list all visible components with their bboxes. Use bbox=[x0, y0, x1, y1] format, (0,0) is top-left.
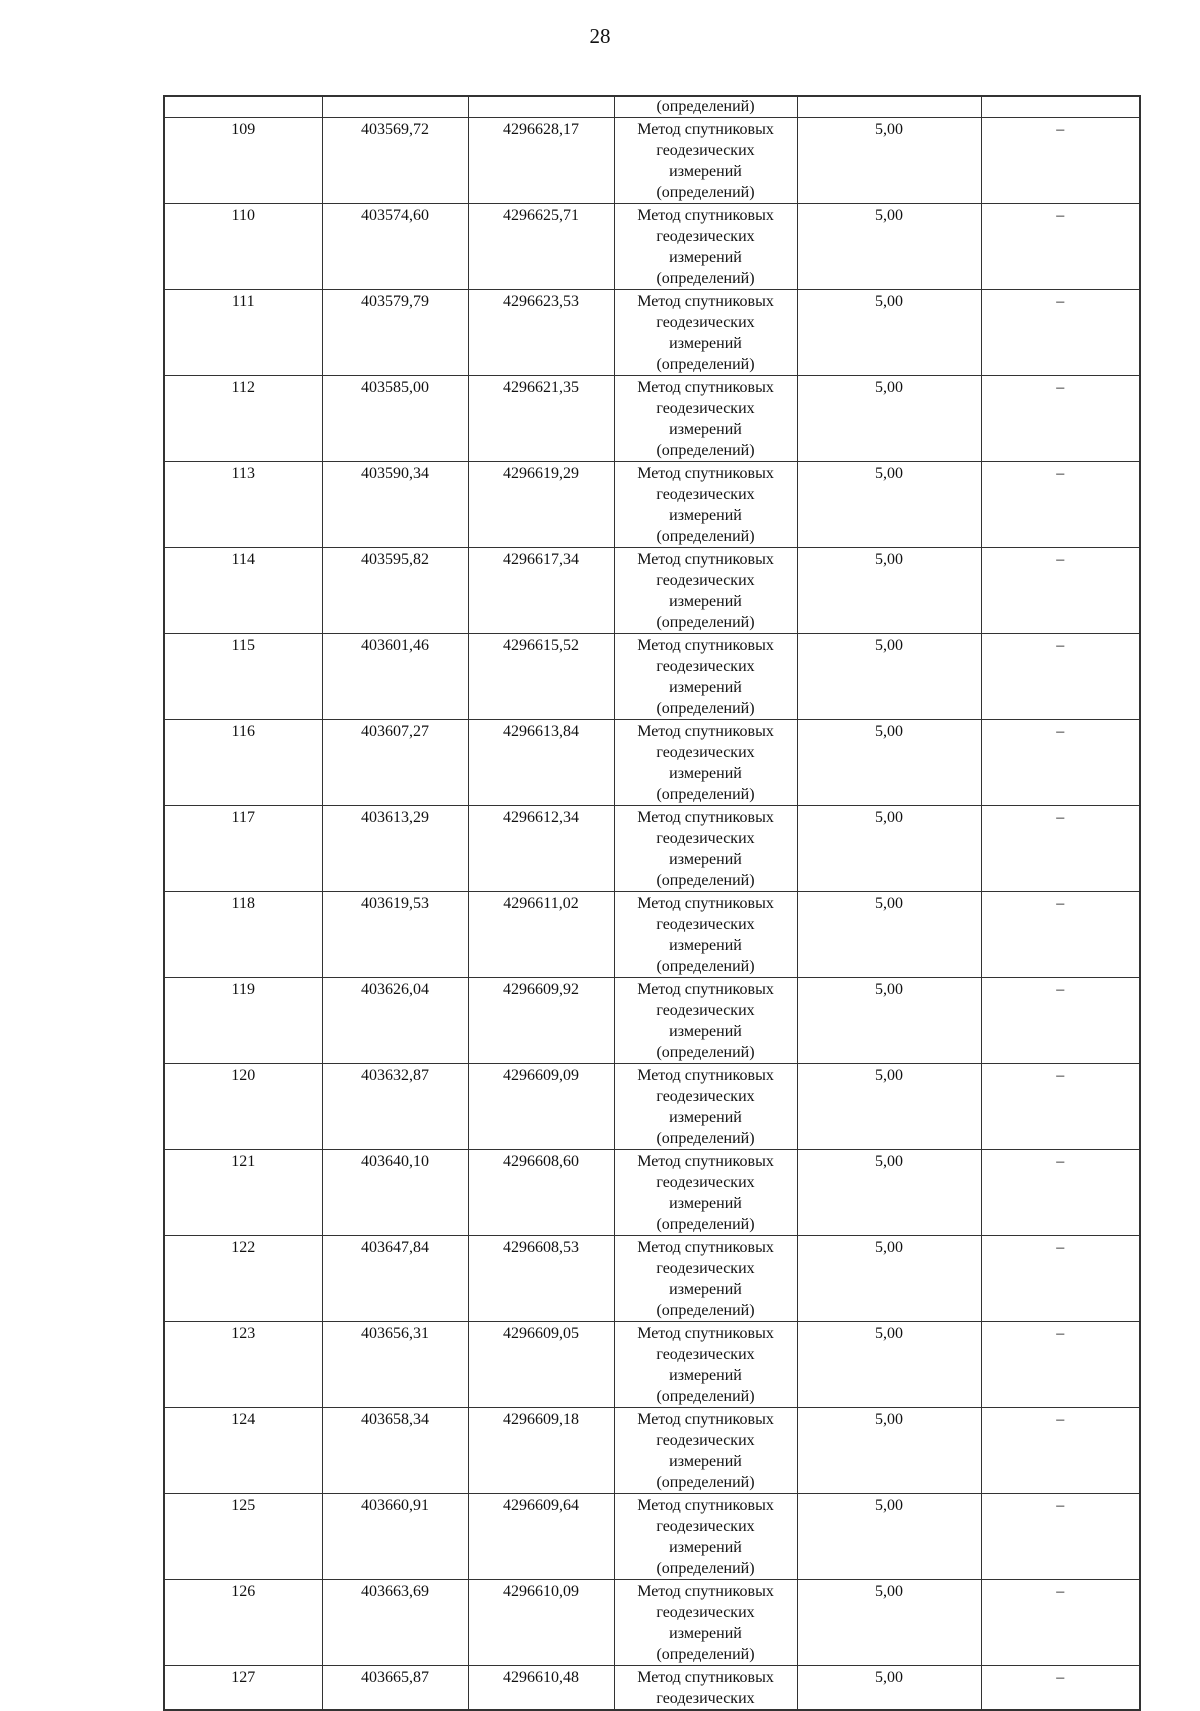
cell-y: 4296628,17 bbox=[468, 117, 614, 203]
cell-y: 4296623,53 bbox=[468, 289, 614, 375]
table-row bbox=[164, 977, 1140, 1063]
cell-point: 125 bbox=[164, 1493, 322, 1579]
table-row bbox=[164, 289, 1140, 375]
method-line: геодезических bbox=[656, 1517, 755, 1535]
method-line: Метод спутниковых bbox=[637, 894, 774, 912]
method-line: измерений bbox=[669, 1366, 742, 1384]
method-line: (определений) bbox=[656, 1387, 755, 1405]
cell-note: – bbox=[981, 1579, 1140, 1665]
method-line: Метод спутниковых bbox=[637, 206, 774, 224]
method-line: (определений) bbox=[656, 1215, 755, 1233]
continuation-row bbox=[164, 96, 1140, 117]
method-line: измерений bbox=[669, 678, 742, 696]
cell-accuracy: 5,00 bbox=[797, 461, 981, 547]
cell-x: 403619,53 bbox=[322, 891, 468, 977]
cell-y: 4296619,29 bbox=[468, 461, 614, 547]
table-row bbox=[164, 203, 1140, 289]
method-line: измерений bbox=[669, 1108, 742, 1126]
cell-point: 121 bbox=[164, 1149, 322, 1235]
method-line: измерений bbox=[669, 850, 742, 868]
cell-point: 123 bbox=[164, 1321, 322, 1407]
cell-method bbox=[614, 1579, 797, 1665]
table-row bbox=[164, 805, 1140, 891]
cell-accuracy: 5,00 bbox=[797, 1235, 981, 1321]
cell-x: 403663,69 bbox=[322, 1579, 468, 1665]
method-line: Метод спутниковых bbox=[637, 722, 774, 740]
cell-point: 116 bbox=[164, 719, 322, 805]
cell-x: 403647,84 bbox=[322, 1235, 468, 1321]
method-line: геодезических bbox=[656, 1001, 755, 1019]
cell-y: 4296612,34 bbox=[468, 805, 614, 891]
method-line: (определений) bbox=[656, 183, 755, 201]
cell-note: – bbox=[981, 977, 1140, 1063]
method-line: (определений) bbox=[656, 1043, 755, 1061]
method-line: геодезических bbox=[656, 1603, 755, 1621]
cell-accuracy: 5,00 bbox=[797, 1493, 981, 1579]
cell-y: 4296625,71 bbox=[468, 203, 614, 289]
method-line: Метод спутниковых bbox=[637, 378, 774, 396]
method-line: геодезических bbox=[656, 485, 755, 503]
cell-y: 4296609,05 bbox=[468, 1321, 614, 1407]
cell-x: 403590,34 bbox=[322, 461, 468, 547]
method-line: (определений) bbox=[656, 785, 755, 803]
cell-point: 119 bbox=[164, 977, 322, 1063]
cell-note: – bbox=[981, 1321, 1140, 1407]
method-line: измерений bbox=[669, 1452, 742, 1470]
method-line: Метод спутниковых bbox=[637, 550, 774, 568]
cell-x: 403601,46 bbox=[322, 633, 468, 719]
cell-x: 403607,27 bbox=[322, 719, 468, 805]
cell-method bbox=[614, 1665, 797, 1710]
table-row bbox=[164, 375, 1140, 461]
method-line: Метод спутниковых bbox=[637, 292, 774, 310]
cell-point: 117 bbox=[164, 805, 322, 891]
cell-point: 114 bbox=[164, 547, 322, 633]
cell-y: 4296608,53 bbox=[468, 1235, 614, 1321]
cell-x: 403640,10 bbox=[322, 1149, 468, 1235]
method-line: Метод спутниковых bbox=[637, 980, 774, 998]
cell-y: 4296611,02 bbox=[468, 891, 614, 977]
cell-y: 4296613,84 bbox=[468, 719, 614, 805]
cell-y bbox=[468, 96, 614, 117]
cell-method bbox=[614, 1149, 797, 1235]
method-line: измерений bbox=[669, 506, 742, 524]
cell-x: 403656,31 bbox=[322, 1321, 468, 1407]
method-line: геодезических bbox=[656, 1087, 755, 1105]
cell-x: 403626,04 bbox=[322, 977, 468, 1063]
cell-point: 122 bbox=[164, 1235, 322, 1321]
cell-accuracy: 5,00 bbox=[797, 1665, 981, 1710]
cell-y: 4296609,64 bbox=[468, 1493, 614, 1579]
table-row bbox=[164, 547, 1140, 633]
cell-point: 110 bbox=[164, 203, 322, 289]
method-line: геодезических bbox=[656, 141, 755, 159]
cell-method bbox=[614, 203, 797, 289]
table-row bbox=[164, 1063, 1140, 1149]
cell-accuracy: 5,00 bbox=[797, 977, 981, 1063]
cell-method bbox=[614, 461, 797, 547]
cell-note: – bbox=[981, 547, 1140, 633]
cell-method bbox=[614, 1407, 797, 1493]
cell-note: – bbox=[981, 633, 1140, 719]
cell-point: 112 bbox=[164, 375, 322, 461]
cell-point: 109 bbox=[164, 117, 322, 203]
cell-x: 403665,87 bbox=[322, 1665, 468, 1710]
method-line: Метод спутниковых bbox=[637, 636, 774, 654]
method-line: геодезических bbox=[656, 399, 755, 417]
table-row bbox=[164, 461, 1140, 547]
method-line: Метод спутниковых bbox=[637, 1582, 774, 1600]
method-line: измерений bbox=[669, 248, 742, 266]
cell-note: – bbox=[981, 1063, 1140, 1149]
table-row bbox=[164, 719, 1140, 805]
method-line: измерений bbox=[669, 592, 742, 610]
method-line: измерений bbox=[669, 764, 742, 782]
cell-accuracy: 5,00 bbox=[797, 289, 981, 375]
table-body bbox=[164, 96, 1140, 1710]
table-row bbox=[164, 1579, 1140, 1665]
cell-method bbox=[614, 289, 797, 375]
cell-y: 4296621,35 bbox=[468, 375, 614, 461]
cell-method bbox=[614, 1235, 797, 1321]
cell-x bbox=[322, 96, 468, 117]
cell-method bbox=[614, 719, 797, 805]
method-line: (определений) bbox=[656, 1559, 755, 1577]
method-line: измерений bbox=[669, 1624, 742, 1642]
cell-note: – bbox=[981, 1665, 1140, 1710]
cell-x: 403660,91 bbox=[322, 1493, 468, 1579]
cell-note: – bbox=[981, 1493, 1140, 1579]
cell-x: 403595,82 bbox=[322, 547, 468, 633]
method-line: геодезических bbox=[656, 829, 755, 847]
method-line: (определений) bbox=[656, 871, 755, 889]
method-line: измерений bbox=[669, 420, 742, 438]
method-line: измерений bbox=[669, 1280, 742, 1298]
cell-point: 124 bbox=[164, 1407, 322, 1493]
method-line: Метод спутниковых bbox=[637, 1668, 774, 1686]
method-line: измерений bbox=[669, 936, 742, 954]
method-line: геодезических bbox=[656, 1173, 755, 1191]
cell-method bbox=[614, 977, 797, 1063]
cell-note: – bbox=[981, 891, 1140, 977]
cell-x: 403632,87 bbox=[322, 1063, 468, 1149]
cell-accuracy bbox=[797, 96, 981, 117]
cell-x: 403613,29 bbox=[322, 805, 468, 891]
cell-y: 4296615,52 bbox=[468, 633, 614, 719]
method-line: геодезических bbox=[656, 1345, 755, 1363]
cell-method bbox=[614, 117, 797, 203]
cell-point: 115 bbox=[164, 633, 322, 719]
method-line: измерений bbox=[669, 334, 742, 352]
method-line: (определений) bbox=[656, 441, 755, 459]
method-line: геодезических bbox=[656, 915, 755, 933]
cell-note: – bbox=[981, 289, 1140, 375]
cell-point: 111 bbox=[164, 289, 322, 375]
cell-x: 403574,60 bbox=[322, 203, 468, 289]
cell-accuracy: 5,00 bbox=[797, 1321, 981, 1407]
method-line: Метод спутниковых bbox=[637, 1324, 774, 1342]
page-number: 28 bbox=[589, 24, 611, 48]
cell-x: 403569,72 bbox=[322, 117, 468, 203]
cell-note: – bbox=[981, 805, 1140, 891]
table-row bbox=[164, 891, 1140, 977]
cell-y: 4296609,09 bbox=[468, 1063, 614, 1149]
method-line: геодезических bbox=[656, 743, 755, 761]
method-line: (определений) bbox=[656, 699, 755, 717]
method-line: (определений) bbox=[656, 269, 755, 287]
method-line: измерений bbox=[669, 1022, 742, 1040]
method-line: геодезических bbox=[656, 1259, 755, 1277]
cell-note: – bbox=[981, 1235, 1140, 1321]
method-line: геодезических bbox=[656, 1431, 755, 1449]
table-row bbox=[164, 1407, 1140, 1493]
cell-point: 113 bbox=[164, 461, 322, 547]
method-line: Метод спутниковых bbox=[637, 1066, 774, 1084]
method-line: Метод спутниковых bbox=[637, 464, 774, 482]
method-line: (определений) bbox=[656, 1129, 755, 1147]
method-line: (определений) bbox=[656, 613, 755, 631]
cell-accuracy: 5,00 bbox=[797, 633, 981, 719]
cell-accuracy: 5,00 bbox=[797, 1149, 981, 1235]
method-line: Метод спутниковых bbox=[637, 120, 774, 138]
method-line: (определений) bbox=[656, 957, 755, 975]
cell-y: 4296617,34 bbox=[468, 547, 614, 633]
cell-note: – bbox=[981, 1149, 1140, 1235]
method-line: геодезических bbox=[656, 227, 755, 245]
method-line: (определений) bbox=[656, 1645, 755, 1663]
method-line: (определений) bbox=[656, 1301, 755, 1319]
cell-y: 4296609,18 bbox=[468, 1407, 614, 1493]
cell-point: 118 bbox=[164, 891, 322, 977]
cell-accuracy: 5,00 bbox=[797, 805, 981, 891]
method-line: (определений) bbox=[656, 355, 755, 373]
cell-method bbox=[614, 1493, 797, 1579]
cell-accuracy: 5,00 bbox=[797, 375, 981, 461]
cell-note: – bbox=[981, 1407, 1140, 1493]
method-line: геодезических bbox=[656, 657, 755, 675]
cell-point: 127 bbox=[164, 1665, 322, 1710]
cell-method bbox=[614, 375, 797, 461]
method-line: Метод спутниковых bbox=[637, 808, 774, 826]
cell-x: 403585,00 bbox=[322, 375, 468, 461]
table-row bbox=[164, 633, 1140, 719]
cell-y: 4296610,48 bbox=[468, 1665, 614, 1710]
method-line: измерений bbox=[669, 1194, 742, 1212]
cell-note: – bbox=[981, 117, 1140, 203]
cell-method bbox=[614, 891, 797, 977]
cell-note: – bbox=[981, 375, 1140, 461]
cell-accuracy: 5,00 bbox=[797, 1063, 981, 1149]
cell-accuracy: 5,00 bbox=[797, 1407, 981, 1493]
method-line: (определений) bbox=[656, 527, 755, 545]
cell-accuracy: 5,00 bbox=[797, 891, 981, 977]
cell-method bbox=[614, 1063, 797, 1149]
cell-accuracy: 5,00 bbox=[797, 719, 981, 805]
cell-x: 403658,34 bbox=[322, 1407, 468, 1493]
cell-y: 4296609,92 bbox=[468, 977, 614, 1063]
cell-accuracy: 5,00 bbox=[797, 547, 981, 633]
table-row bbox=[164, 1493, 1140, 1579]
cell-method bbox=[614, 805, 797, 891]
cell-accuracy: 5,00 bbox=[797, 1579, 981, 1665]
method-line: геодезических bbox=[656, 313, 755, 331]
method-line: измерений bbox=[669, 1538, 742, 1556]
cell-note: – bbox=[981, 203, 1140, 289]
coordinates-table bbox=[163, 95, 1141, 1711]
method-line: Метод спутниковых bbox=[637, 1410, 774, 1428]
cell-point: 120 bbox=[164, 1063, 322, 1149]
cell-y: 4296610,09 bbox=[468, 1579, 614, 1665]
table-row bbox=[164, 117, 1140, 203]
method-line: геодезических bbox=[656, 1689, 755, 1707]
cell-method: (определений) bbox=[614, 96, 797, 117]
cell-accuracy: 5,00 bbox=[797, 203, 981, 289]
cell-method bbox=[614, 547, 797, 633]
method-line: Метод спутниковых bbox=[637, 1496, 774, 1514]
table-row bbox=[164, 1665, 1140, 1710]
cell-method bbox=[614, 1321, 797, 1407]
cell-method bbox=[614, 633, 797, 719]
method-line: Метод спутниковых bbox=[637, 1238, 774, 1256]
cell-point bbox=[164, 96, 322, 117]
cell-point: 126 bbox=[164, 1579, 322, 1665]
cell-accuracy: 5,00 bbox=[797, 117, 981, 203]
table-row bbox=[164, 1321, 1140, 1407]
cell-note: – bbox=[981, 719, 1140, 805]
cell-note bbox=[981, 96, 1140, 117]
table-row bbox=[164, 1235, 1140, 1321]
method-line: измерений bbox=[669, 162, 742, 180]
cell-x: 403579,79 bbox=[322, 289, 468, 375]
cell-note: – bbox=[981, 461, 1140, 547]
method-line: геодезических bbox=[656, 571, 755, 589]
table-row bbox=[164, 1149, 1140, 1235]
method-line: (определений) bbox=[656, 1473, 755, 1491]
method-line: Метод спутниковых bbox=[637, 1152, 774, 1170]
cell-y: 4296608,60 bbox=[468, 1149, 614, 1235]
